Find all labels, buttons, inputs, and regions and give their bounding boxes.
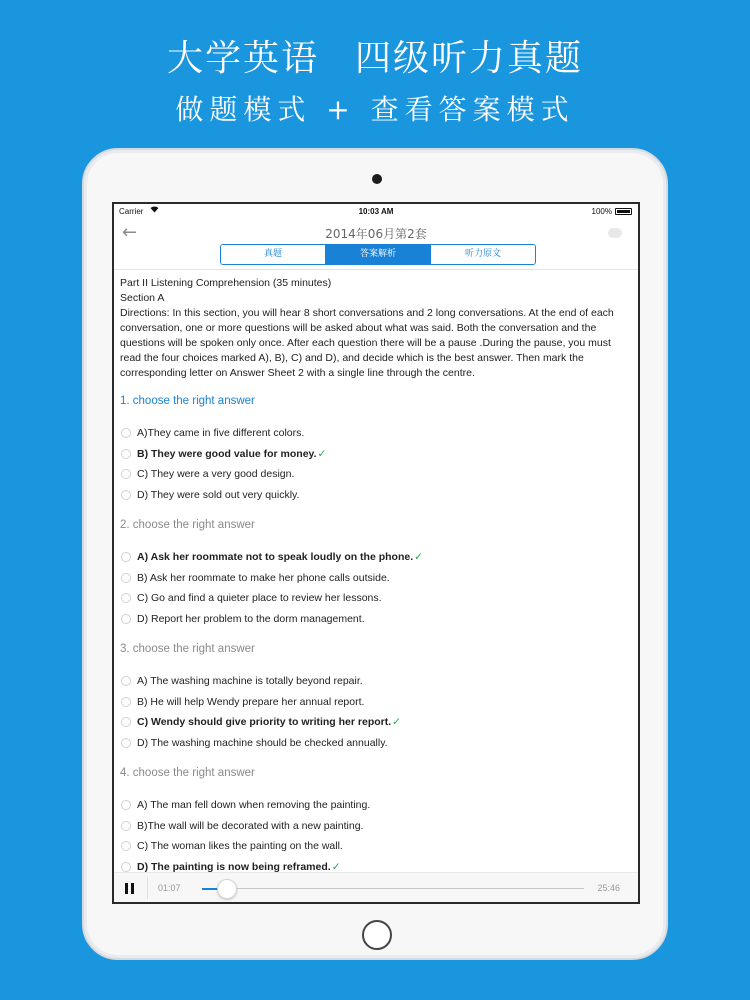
part-title: Part II Listening Comprehension (35 minutes): [120, 277, 332, 289]
option-text: D) The washing machine should be checked annually.: [137, 736, 388, 749]
option-text: C) They were a very good design.: [137, 468, 295, 480]
answer-option[interactable]: [120, 588, 632, 609]
radio-circle-icon[interactable]: [121, 821, 131, 831]
mode-tabs: [220, 244, 536, 265]
carrier-label: Carrier: [119, 207, 144, 216]
answer-option[interactable]: [120, 464, 632, 485]
answer-option[interactable]: [120, 733, 632, 754]
nav-bar: [114, 220, 638, 246]
answer-option[interactable]: [120, 712, 632, 733]
option-text: A)They came in five different colors.: [137, 427, 305, 439]
answer-option[interactable]: [120, 836, 632, 857]
radio-circle-icon[interactable]: [121, 593, 131, 603]
answer-option[interactable]: [120, 444, 632, 465]
radio-circle-icon[interactable]: [121, 573, 131, 583]
option-text: B) They were good value for money.: [137, 447, 317, 460]
option-text: D) They were sold out very quickly.: [137, 488, 300, 501]
option-text: B)The wall will be decorated with a new painting.: [137, 819, 364, 832]
options-list: [120, 547, 632, 629]
radio-circle-icon[interactable]: [121, 800, 131, 810]
question-content: [120, 276, 632, 877]
promo-subtitle: 做题模式 + 查看答案模式: [175, 93, 575, 126]
radio-circle-icon[interactable]: [121, 552, 131, 562]
radio-circle-icon[interactable]: [121, 697, 131, 707]
option-text: D) The painting is now being reframed.: [137, 860, 331, 873]
answer-option[interactable]: [120, 671, 632, 692]
elapsed-time: 01:07: [158, 883, 181, 893]
radio-circle-icon[interactable]: [121, 862, 131, 872]
radio-circle-icon[interactable]: [121, 469, 131, 479]
question-3: [120, 643, 632, 753]
question-4: [120, 767, 632, 877]
total-duration: 25:46: [597, 883, 620, 893]
player-divider: [147, 877, 148, 899]
radio-circle-icon[interactable]: [121, 717, 131, 727]
audio-player: [114, 872, 638, 902]
page-title: 2014年06月第2套: [325, 227, 427, 241]
option-text: B) Ask her roommate to make her phone calls outside.: [137, 571, 390, 584]
tab-2[interactable]: 听力原文: [431, 245, 535, 264]
home-button[interactable]: [362, 920, 392, 950]
checkmark-icon: ✓: [331, 860, 341, 873]
pause-icon[interactable]: [125, 883, 135, 894]
radio-circle-icon[interactable]: [121, 614, 131, 624]
battery-percent: 100%: [591, 207, 612, 216]
radio-circle-icon[interactable]: [121, 676, 131, 686]
radio-circle-icon[interactable]: [121, 428, 131, 438]
question-title: 4. choose the right answer: [120, 767, 255, 779]
back-arrow-icon[interactable]: ←: [122, 222, 138, 243]
checkmark-icon: ✓: [392, 716, 401, 728]
answer-option[interactable]: [120, 795, 632, 816]
answer-option[interactable]: [120, 568, 632, 589]
option-text: C) The woman likes the painting on the wall.: [137, 840, 343, 852]
camera-icon: [372, 174, 382, 184]
progress-track[interactable]: [202, 888, 584, 889]
question-list: [120, 395, 632, 877]
directions-text: Directions: In this section, you will hear 8 short conversations and 2 long conversations. At the end of each conversation, one or more questions will be asked about what was said. Both the conversation and the questions will be spoken only once. After each question there will be a pause .During the pause, you must read the four choices marked A), B), C) and D), and decide which is the best answer. Then mark the corresponding letter on Answer Sheet 2 with a single line through the centre.: [120, 307, 614, 379]
option-text: C) Wendy should give priority to writing her report.: [137, 716, 392, 728]
tab-0[interactable]: 真题: [221, 245, 326, 264]
option-text: B) He will help Wendy prepare her annual report.: [137, 695, 365, 708]
question-2: [120, 519, 632, 629]
progress-thumb[interactable]: [217, 879, 237, 899]
question-1: [120, 395, 632, 505]
options-list: [120, 795, 632, 877]
option-text: A) The man fell down when removing the painting.: [137, 799, 371, 811]
answer-option[interactable]: [120, 547, 632, 568]
app-screen: [112, 202, 640, 904]
option-text: D) Report her problem to the dorm management.: [137, 612, 365, 625]
section-label: Section A: [120, 292, 165, 304]
promo-title: [0, 30, 750, 81]
option-text: C) Go and find a quieter place to review her lessons.: [137, 592, 382, 604]
status-time: 10:03 AM: [358, 207, 394, 216]
battery-icon: [615, 208, 632, 215]
promo-title-right: 四级听力真题: [355, 38, 584, 79]
ipad-frame: [82, 148, 668, 960]
header-divider: [114, 269, 638, 270]
status-bar: [114, 204, 638, 220]
question-title: 2. choose the right answer: [120, 519, 255, 531]
tab-1[interactable]: 答案解析: [326, 245, 431, 264]
radio-circle-icon[interactable]: [121, 841, 131, 851]
answer-option[interactable]: [120, 423, 632, 444]
options-list: [120, 671, 632, 753]
option-text: A) Ask her roommate not to speak loudly on the phone.: [137, 551, 414, 563]
answer-option[interactable]: [120, 692, 632, 713]
question-title: 1. choose the right answer: [120, 395, 255, 407]
answer-option[interactable]: [120, 485, 632, 506]
checkmark-icon: ✓: [317, 447, 327, 460]
checkmark-icon: ✓: [414, 551, 423, 563]
promo-title-left: 大学英语: [166, 38, 319, 79]
answer-option[interactable]: [120, 816, 632, 837]
radio-circle-icon[interactable]: [121, 490, 131, 500]
question-title: 3. choose the right answer: [120, 643, 255, 655]
options-list: [120, 423, 632, 505]
option-text: A) The washing machine is totally beyond repair.: [137, 675, 363, 687]
comment-icon[interactable]: [608, 228, 622, 238]
answer-option[interactable]: [120, 609, 632, 630]
radio-circle-icon[interactable]: [121, 738, 131, 748]
radio-circle-icon[interactable]: [121, 449, 131, 459]
